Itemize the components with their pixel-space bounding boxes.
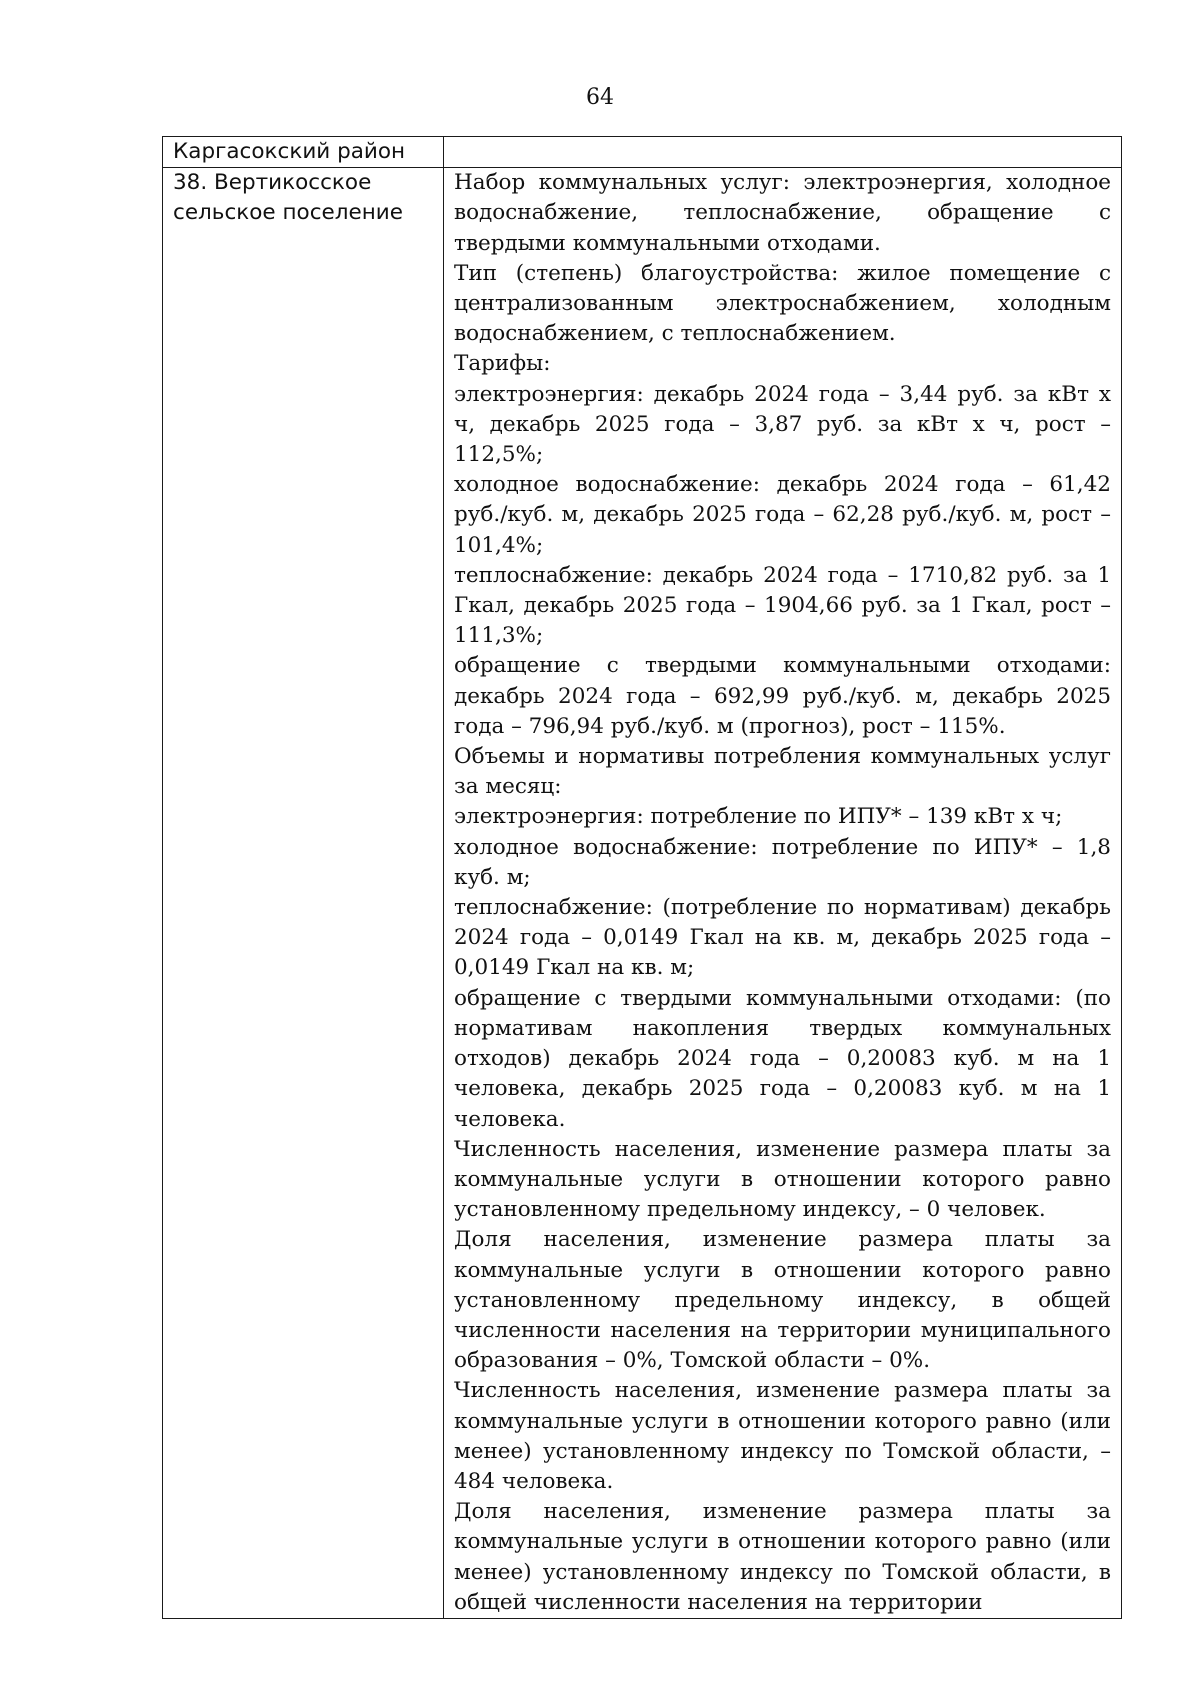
paragraph-population-limit-index: Численность населения, изменение размера платы за коммунальные услуги в отношении которого равно установленному предельному индексу, – 0 человек. — [454, 1136, 1111, 1223]
paragraph-tariff-electricity: электроэнергия: декабрь 2024 года – 3,44 руб. за кВт х ч, декабрь 2025 года – 3,87 руб. за кВт х ч, рост – 112,5%; — [454, 381, 1111, 468]
region-row — [163, 137, 1122, 168]
paragraph-tariff-cold-water: холодное водоснабжение: декабрь 2024 года – 61,42 руб./куб. м, декабрь 2025 года – 62,28 руб./куб. м, рост – 101,4%; — [454, 472, 1111, 558]
paragraph-services: Набор коммунальных услуг: электроэнергия, холодное водоснабжение, теплоснабжение, обращение с твердыми коммунальными отходами. — [454, 170, 1111, 256]
page-number: 64 — [586, 85, 614, 110]
settlement-details-cell — [444, 168, 1122, 1619]
paragraph-volume-cold-water: холодное водоснабжение: потребление по ИПУ* – 1,8 куб. м; — [454, 834, 1111, 890]
paragraph-tariff-heating: теплоснабжение: декабрь 2024 года – 1710,82 руб. за 1 Гкал, декабрь 2025 года – 1904,66 руб. за 1 Гкал, рост – 111,3%; — [454, 562, 1111, 649]
paragraph-tariffs-heading: Тарифы: — [454, 351, 551, 377]
paragraph-population-region-index: Численность населения, изменение размера платы за коммунальные услуги в отношении которого равно (или менее) установленному индексу по Томской области, – 484 человека. — [454, 1378, 1111, 1494]
region-cell: Каргасокский район — [163, 137, 444, 168]
paragraph-volumes-heading: Объемы и нормативы потребления коммунальных услуг за месяц: — [454, 744, 1111, 800]
settlement-row — [163, 168, 1122, 1619]
tariff-table — [162, 136, 1122, 1619]
paragraph-share-limit-index: Доля населения, изменение размера платы за коммунальные услуги в отношении которого равно установленному предельному индексу, в общей численности населения на территории муниципального образования – 0%, Томской области – 0%. — [454, 1227, 1111, 1374]
paragraph-tariff-waste: обращение с твердыми коммунальными отходами: декабрь 2024 года – 692,99 руб./куб. м, декабрь 2025 года – 796,94 руб./куб. м (прогноз), рост – 115%. — [454, 653, 1111, 739]
paragraph-share-region-index: Доля населения, изменение размера платы за коммунальные услуги в отношении которого равно (или менее) установленному индексу по Томской области, в общей численности населения на территории — [454, 1499, 1111, 1615]
paragraph-volume-electricity: электроэнергия: потребление по ИПУ* – 139 кВт х ч; — [454, 804, 1063, 830]
paragraph-volume-heating: теплоснабжение: (потребление по нормативам) декабрь 2024 года – 0,0149 Гкал на кв. м, декабрь 2025 года – 0,0149 Гкал на кв. м; — [454, 895, 1111, 981]
settlement-name-cell: 38. Вертикосское сельское поселение — [163, 168, 444, 1619]
paragraph-volume-waste: обращение с твердыми коммунальными отходами: (по нормативам накопления твердых коммунальных отходов) декабрь 2024 года – 0,20083 куб. м на 1 человека, декабрь 2025 года – 0,20083 куб. м на 1 человека. — [454, 985, 1111, 1132]
region-empty-cell — [444, 137, 1122, 168]
paragraph-amenity-type: Тип (степень) благоустройства: жилое помещение с централизованным электроснабжением, холодным водоснабжением, с теплоснабжением. — [454, 260, 1111, 347]
